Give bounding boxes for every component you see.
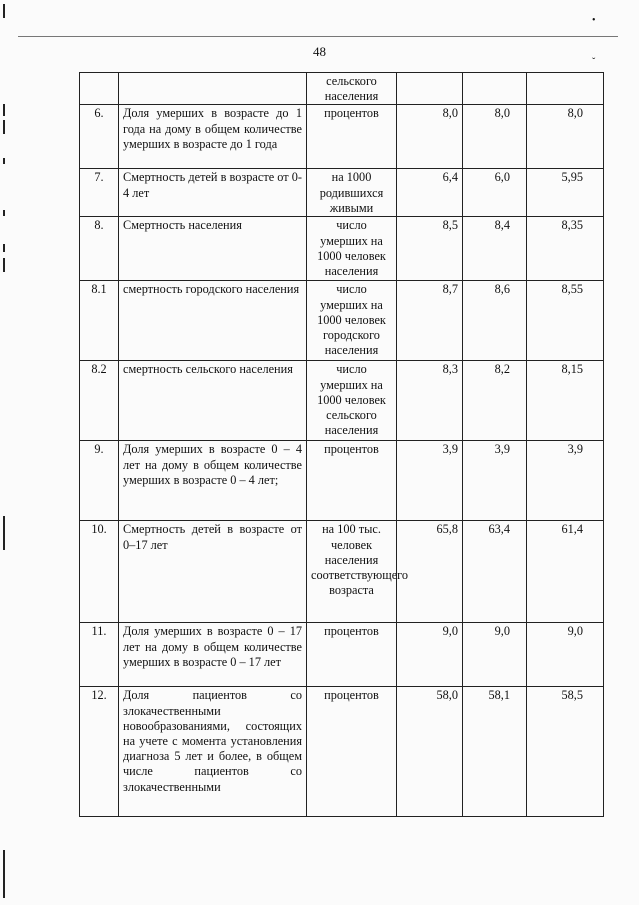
table-row: [80, 169, 604, 217]
value-2: 8,4: [463, 217, 527, 281]
scan-mark: [3, 516, 5, 550]
indicator-name: смертность сельского населения: [119, 361, 307, 441]
value-3: 8,0: [527, 105, 604, 169]
value-1: 6,4: [397, 169, 463, 217]
row-number: 8.: [80, 217, 119, 281]
unit-cell: число умерших на 1000 человек городского населения: [307, 281, 397, 361]
scan-mark: [3, 258, 5, 272]
scan-mark: [3, 4, 5, 18]
value-3: 9,0: [527, 623, 604, 687]
scan-mark: [3, 158, 5, 164]
indicator-name: Доля умерших в возрасте до 1 года на дому в общем количестве умерших в возрасте до 1 года: [119, 105, 307, 169]
value-2: [463, 73, 527, 105]
row-number: 9.: [80, 441, 119, 521]
row-number: 8.1: [80, 281, 119, 361]
table-row: [80, 105, 604, 169]
value-1: 8,5: [397, 217, 463, 281]
value-1: 8,0: [397, 105, 463, 169]
unit-cell: число умерших на 1000 человек населения: [307, 217, 397, 281]
indicator-name: Доля пациентов со злокачественными новообразованиями, состоящих на учете с момента установления диагноза 5 лет и более, в общем числе пациентов со злокачественными: [119, 687, 307, 817]
value-1: 9,0: [397, 623, 463, 687]
row-number: 11.: [80, 623, 119, 687]
unit-cell: процентов: [307, 105, 397, 169]
table-row: [80, 441, 604, 521]
value-2: 63,4: [463, 521, 527, 623]
unit-cell: число умерших на 1000 человек сельского населения: [307, 361, 397, 441]
table-row: [80, 687, 604, 817]
table-row: [80, 73, 604, 105]
value-3: 8,15: [527, 361, 604, 441]
value-2: 6,0: [463, 169, 527, 217]
value-1: 3,9: [397, 441, 463, 521]
value-2: 8,0: [463, 105, 527, 169]
indicator-name: Доля умерших в возрасте 0 – 17 лет на дому в общем количестве умерших в возрасте 0 – 17 лет: [119, 623, 307, 687]
table-row: [80, 623, 604, 687]
value-2: 9,0: [463, 623, 527, 687]
scan-mark: [3, 104, 5, 116]
scan-mark: [3, 244, 5, 252]
header-rule: [18, 36, 618, 37]
indicator-name: Доля умерших в возрасте 0 – 4 лет на дому в общем количестве умерших в возрасте 0 – 4 лет;: [119, 441, 307, 521]
value-3: 8,35: [527, 217, 604, 281]
indicator-name: смертность городского населения: [119, 281, 307, 361]
indicator-name: Смертность детей в возрасте от 0-4 лет: [119, 169, 307, 217]
value-1: 8,7: [397, 281, 463, 361]
row-number: 10.: [80, 521, 119, 623]
indicators-table: [79, 72, 604, 817]
page-number: 48: [313, 44, 326, 59]
indicator-name: [119, 73, 307, 105]
value-3: 3,9: [527, 441, 604, 521]
scan-mark: [3, 850, 5, 898]
scan-mark: [3, 210, 5, 216]
unit-cell: сельского населения: [307, 73, 397, 105]
scan-dot: ˇ: [592, 57, 596, 68]
value-1: 58,0: [397, 687, 463, 817]
unit-cell: на 100 тыс. человек населения соответствующего возраста: [307, 521, 397, 623]
row-number: 12.: [80, 687, 119, 817]
row-number: [80, 73, 119, 105]
table-row: [80, 217, 604, 281]
value-3: 58,5: [527, 687, 604, 817]
table-row: [80, 521, 604, 623]
scan-mark: [3, 120, 5, 134]
value-3: [527, 73, 604, 105]
unit-cell: на 1000 родившихся живыми: [307, 169, 397, 217]
value-2: 8,2: [463, 361, 527, 441]
unit-cell: процентов: [307, 623, 397, 687]
scan-dot: •: [592, 15, 596, 26]
table-row: [80, 361, 604, 441]
row-number: 7.: [80, 169, 119, 217]
unit-cell: процентов: [307, 441, 397, 521]
value-2: 3,9: [463, 441, 527, 521]
value-3: 8,55: [527, 281, 604, 361]
table-row: [80, 281, 604, 361]
value-3: 5,95: [527, 169, 604, 217]
indicator-name: Смертность населения: [119, 217, 307, 281]
row-number: 6.: [80, 105, 119, 169]
value-2: 8,6: [463, 281, 527, 361]
value-3: 61,4: [527, 521, 604, 623]
value-1: 65,8: [397, 521, 463, 623]
value-1: 8,3: [397, 361, 463, 441]
row-number: 8.2: [80, 361, 119, 441]
value-1: [397, 73, 463, 105]
value-2: 58,1: [463, 687, 527, 817]
unit-cell: процентов: [307, 687, 397, 817]
indicator-name: Смертность детей в возрасте от 0–17 лет: [119, 521, 307, 623]
